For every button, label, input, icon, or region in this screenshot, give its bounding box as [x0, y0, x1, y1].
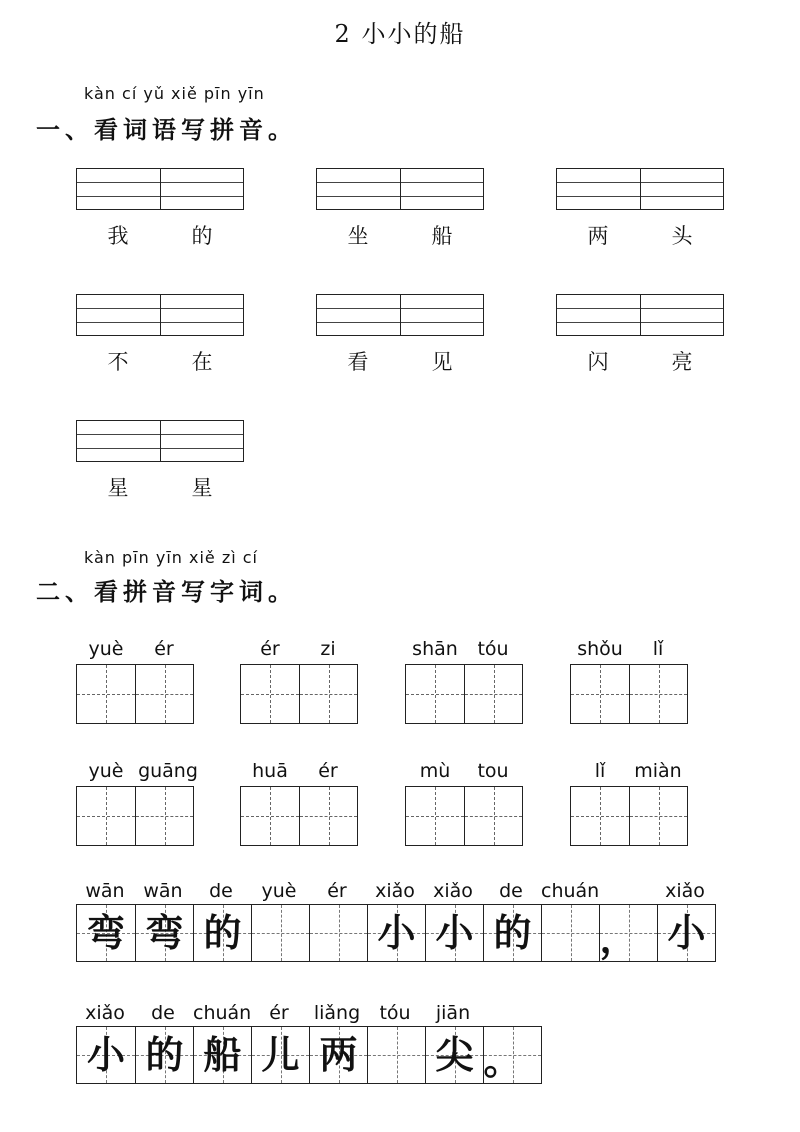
sentence-pinyin: ér	[269, 1002, 289, 1024]
sentence-cell[interactable]: 两	[309, 1027, 367, 1083]
page-title: 2 小小的船	[334, 20, 466, 48]
sentence-cell[interactable]: 。	[483, 1027, 541, 1083]
sentence-cell[interactable]: 小	[367, 905, 425, 961]
sentence-pinyin: xiǎo	[433, 880, 473, 902]
sentence-cell[interactable]: 尖	[425, 1027, 483, 1083]
word-char: 我	[107, 224, 129, 248]
sentence-grid[interactable]	[76, 1026, 542, 1084]
pinyin-writing-box[interactable]	[316, 168, 484, 210]
word-char: 两	[587, 224, 609, 248]
pinyin-word-3[interactable]	[556, 168, 726, 256]
section1-heading: 一、看词语写拼音。	[36, 116, 297, 144]
word-char: 在	[191, 350, 213, 374]
pinyin-word-4[interactable]	[76, 294, 246, 382]
character-word-7[interactable]	[405, 760, 525, 846]
character-writing-grid[interactable]	[570, 786, 688, 846]
sentence-cell[interactable]	[309, 905, 367, 961]
pinyin-writing-box[interactable]	[76, 420, 244, 462]
character-word-4[interactable]	[570, 638, 690, 724]
sentence-pinyin: de	[209, 880, 233, 902]
word-pinyin: huā	[252, 760, 288, 782]
pinyin-writing-box[interactable]	[556, 294, 724, 336]
sentence-cell[interactable]: 弯	[135, 905, 193, 961]
sentence-grid[interactable]	[76, 904, 716, 962]
sentence-cell[interactable]: 儿	[251, 1027, 309, 1083]
word-pinyin: shān	[412, 638, 458, 660]
word-char: 头	[671, 224, 693, 248]
character-word-3[interactable]	[405, 638, 525, 724]
word-pinyin: tou	[477, 760, 509, 782]
word-pinyin: mù	[419, 760, 451, 782]
word-pinyin: ér	[318, 760, 338, 782]
character-word-8[interactable]	[570, 760, 690, 846]
sentence-cell[interactable]: 的	[483, 905, 541, 961]
character-word-2[interactable]	[240, 638, 360, 724]
sentence-cell[interactable]: 小	[425, 905, 483, 961]
sentence-pinyin: chuán	[541, 880, 600, 902]
word-pinyin: ér	[260, 638, 280, 660]
character-writing-grid[interactable]	[405, 664, 523, 724]
word-pinyin: lǐ	[652, 638, 664, 660]
sentence-pinyin: xiǎo	[375, 880, 415, 902]
sentence-cell[interactable]	[367, 1027, 425, 1083]
sentence-pinyin: de	[499, 880, 523, 902]
pinyin-word-2[interactable]	[316, 168, 486, 256]
character-writing-grid[interactable]	[240, 786, 358, 846]
character-writing-grid[interactable]	[405, 786, 523, 846]
sentence-pinyin: xiǎo	[85, 1002, 125, 1024]
character-word-6[interactable]	[240, 760, 360, 846]
word-char: 的	[191, 224, 213, 248]
sentence-pinyin: xiǎo	[665, 880, 705, 902]
character-writing-grid[interactable]	[570, 664, 688, 724]
section2-heading: 二、看拼音写字词。	[36, 578, 297, 606]
sentence-pinyin: jiān	[435, 1002, 471, 1024]
sentence-row-2[interactable]	[76, 1002, 542, 1084]
sentence-pinyin: chuán	[193, 1002, 252, 1024]
word-pinyin: zi	[320, 638, 336, 660]
sentence-cell[interactable]: 的	[193, 905, 251, 961]
sentence-cell[interactable]: ，	[599, 905, 657, 961]
word-pinyin: shǒu	[577, 638, 623, 660]
character-word-1[interactable]	[76, 638, 196, 724]
section2-pinyin-hint: kàn pīn yīn xiě zì cí	[84, 548, 258, 567]
word-char: 不	[107, 350, 129, 374]
sentence-cell[interactable]: 小	[77, 1027, 135, 1083]
word-char: 星	[107, 476, 129, 500]
word-char: 看	[347, 350, 369, 374]
word-pinyin: lǐ	[594, 760, 606, 782]
word-pinyin: miàn	[634, 760, 682, 782]
pinyin-word-1[interactable]	[76, 168, 246, 256]
sentence-pinyin: wān	[143, 880, 183, 902]
sentence-cell[interactable]: 小	[657, 905, 715, 961]
pinyin-word-5[interactable]	[316, 294, 486, 382]
sentence-cell[interactable]: 弯	[77, 905, 135, 961]
word-pinyin: yuè	[88, 638, 124, 660]
pinyin-word-6[interactable]	[556, 294, 726, 382]
sentence-pinyin: de	[151, 1002, 175, 1024]
sentence-cell[interactable]	[541, 905, 599, 961]
character-writing-grid[interactable]	[76, 664, 194, 724]
sentence-pinyin: yuè	[261, 880, 297, 902]
pinyin-writing-box[interactable]	[556, 168, 724, 210]
sentence-cell[interactable]: 的	[135, 1027, 193, 1083]
word-char: 闪	[587, 350, 609, 374]
pinyin-word-7[interactable]	[76, 420, 246, 508]
pinyin-writing-box[interactable]	[76, 294, 244, 336]
character-word-5[interactable]	[76, 760, 196, 846]
pinyin-writing-box[interactable]	[316, 294, 484, 336]
word-char: 星	[191, 476, 213, 500]
sentence-cell[interactable]	[251, 905, 309, 961]
word-pinyin: guāng	[138, 760, 198, 782]
character-writing-grid[interactable]	[240, 664, 358, 724]
word-pinyin: yuè	[88, 760, 124, 782]
word-char: 船	[431, 224, 453, 248]
word-pinyin: tóu	[477, 638, 509, 660]
pinyin-writing-box[interactable]	[76, 168, 244, 210]
section1-pinyin-hint: kàn cí yǔ xiě pīn yīn	[84, 84, 265, 103]
sentence-cell[interactable]: 船	[193, 1027, 251, 1083]
character-writing-grid[interactable]	[76, 786, 194, 846]
sentence-pinyin: ér	[327, 880, 347, 902]
sentence-pinyin: wān	[85, 880, 125, 902]
word-char: 见	[431, 350, 453, 374]
word-pinyin: ér	[154, 638, 174, 660]
sentence-pinyin: liǎng	[313, 1002, 361, 1024]
sentence-pinyin: tóu	[379, 1002, 411, 1024]
sentence-row-1[interactable]	[76, 880, 716, 962]
word-char: 坐	[347, 224, 369, 248]
word-char: 亮	[671, 350, 693, 374]
